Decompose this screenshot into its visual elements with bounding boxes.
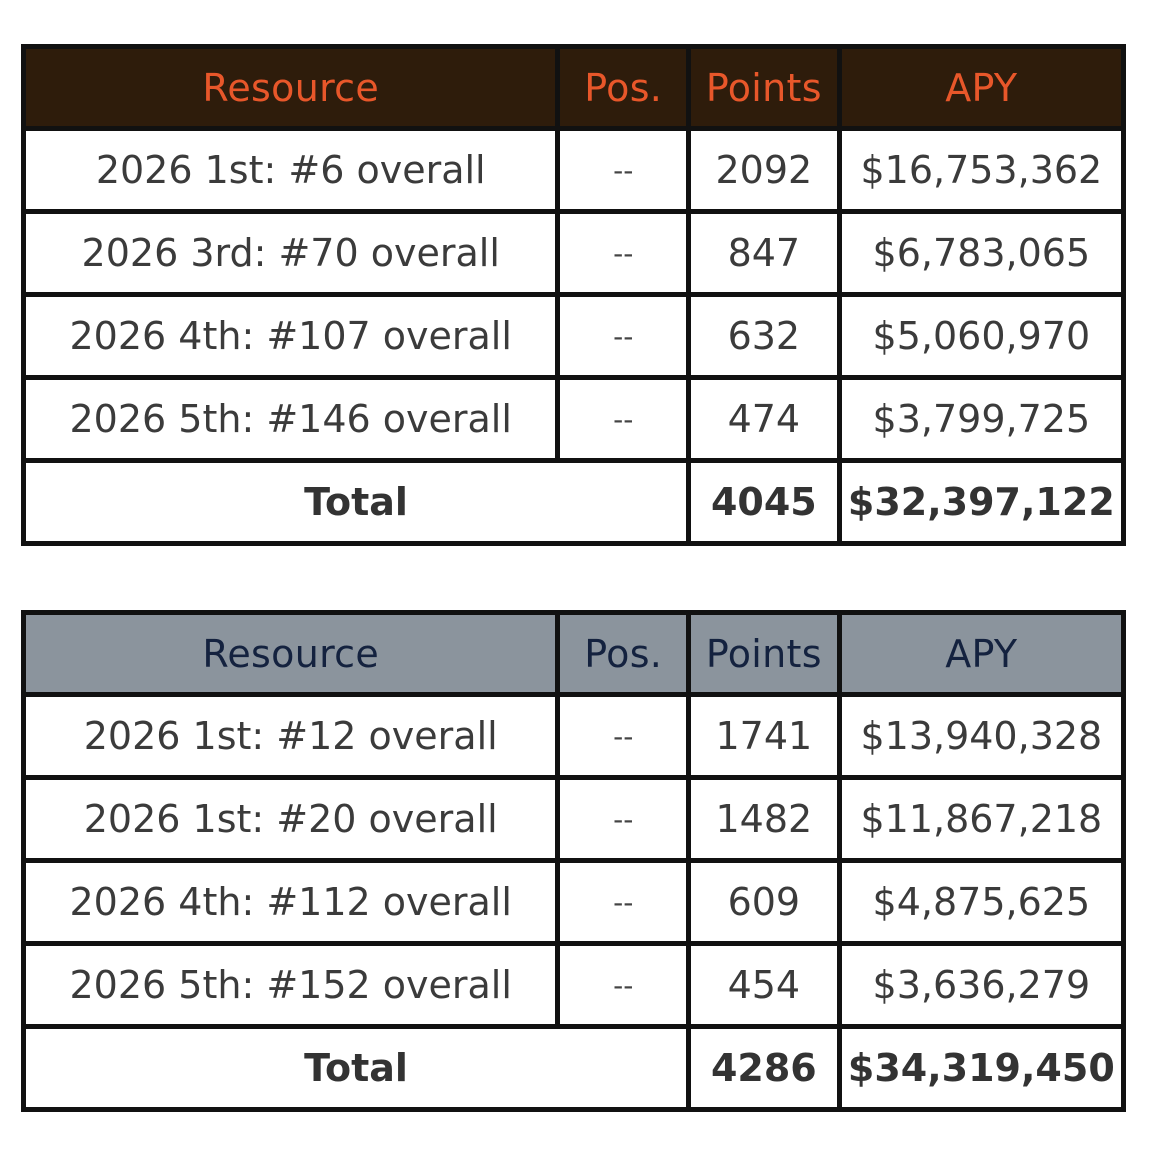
- trade-package-table-1: [21, 44, 1126, 546]
- total-apy: $34,319,450: [842, 1029, 1121, 1107]
- pos-cell: --: [560, 380, 686, 458]
- resource-cell: 2026 5th: #152 overall: [26, 946, 555, 1024]
- points-cell: 474: [691, 380, 837, 458]
- apy-cell: $11,867,218: [842, 780, 1121, 858]
- total-points: 4286: [691, 1029, 837, 1107]
- points-cell: 847: [691, 214, 837, 292]
- total-label: Total: [26, 463, 686, 541]
- pos-cell: --: [560, 780, 686, 858]
- table-row: [26, 780, 1121, 858]
- pos-cell: --: [560, 863, 686, 941]
- total-row: [26, 463, 1121, 541]
- apy-cell: $16,753,362: [842, 131, 1121, 209]
- resource-cell: 2026 1st: #12 overall: [26, 697, 555, 775]
- apy-cell: $3,799,725: [842, 380, 1121, 458]
- pos-cell: --: [560, 214, 686, 292]
- pos-cell: --: [560, 131, 686, 209]
- apy-cell: $3,636,279: [842, 946, 1121, 1024]
- table-row: [26, 863, 1121, 941]
- pos-cell: --: [560, 697, 686, 775]
- points-cell: 1482: [691, 780, 837, 858]
- table-row: [26, 297, 1121, 375]
- table-row: [26, 214, 1121, 292]
- table-header-row: [26, 615, 1121, 692]
- trade-package-table-2: [21, 610, 1126, 1112]
- points-cell: 454: [691, 946, 837, 1024]
- resource-cell: 2026 4th: #112 overall: [26, 863, 555, 941]
- resource-cell: 2026 1st: #6 overall: [26, 131, 555, 209]
- header-apy: APY: [842, 49, 1121, 126]
- apy-cell: $6,783,065: [842, 214, 1121, 292]
- header-points: Points: [691, 49, 837, 126]
- total-points: 4045: [691, 463, 837, 541]
- apy-cell: $5,060,970: [842, 297, 1121, 375]
- table-row: [26, 946, 1121, 1024]
- resource-cell: 2026 4th: #107 overall: [26, 297, 555, 375]
- table-row: [26, 380, 1121, 458]
- points-cell: 2092: [691, 131, 837, 209]
- pos-cell: --: [560, 297, 686, 375]
- resource-cell: 2026 5th: #146 overall: [26, 380, 555, 458]
- header-pos: Pos.: [560, 615, 686, 692]
- header-apy: APY: [842, 615, 1121, 692]
- header-points: Points: [691, 615, 837, 692]
- pos-cell: --: [560, 946, 686, 1024]
- total-row: [26, 1029, 1121, 1107]
- resource-cell: 2026 1st: #20 overall: [26, 780, 555, 858]
- total-label: Total: [26, 1029, 686, 1107]
- total-apy: $32,397,122: [842, 463, 1121, 541]
- points-cell: 1741: [691, 697, 837, 775]
- header-pos: Pos.: [560, 49, 686, 126]
- points-cell: 609: [691, 863, 837, 941]
- table-row: [26, 131, 1121, 209]
- resource-cell: 2026 3rd: #70 overall: [26, 214, 555, 292]
- apy-cell: $13,940,328: [842, 697, 1121, 775]
- table-row: [26, 697, 1121, 775]
- table-header-row: [26, 49, 1121, 126]
- header-resource: Resource: [26, 49, 555, 126]
- apy-cell: $4,875,625: [842, 863, 1121, 941]
- points-cell: 632: [691, 297, 837, 375]
- header-resource: Resource: [26, 615, 555, 692]
